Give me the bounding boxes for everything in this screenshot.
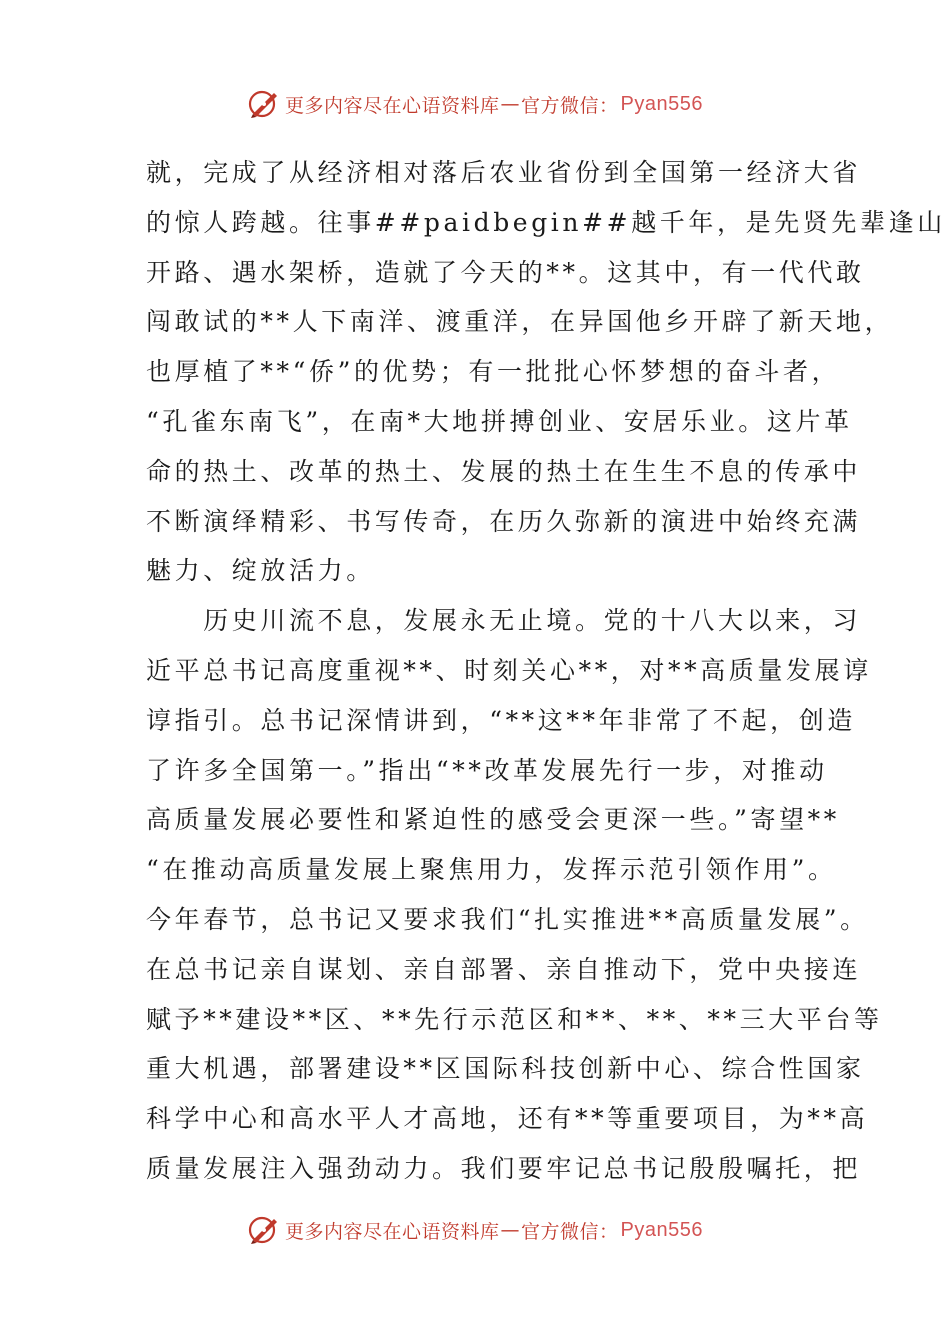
text-line: 就，完成了从经济相对落后农业省份到全国第一经济大省 (146, 158, 862, 187)
text-line: 的惊人跨越。往事##paidbegin##越千年，是先贤先辈逢山 (146, 207, 946, 237)
text-line: “孔雀东南飞”，在南*大地拼搏创业、安居乐业。这片革 (146, 406, 853, 436)
banner-wechat-handle: Pyan556 (620, 1218, 703, 1241)
banner-label: 官方微信： (521, 94, 619, 117)
banner-title: 更多内容尽在心语资料库 (285, 1220, 500, 1243)
text-line: 在总书记亲自谋划、亲自部署、亲自推动下，党中央接连 (146, 954, 862, 984)
text-line: 重大机遇，部署建设**区国际科技创新中心、综合性国家 (146, 1054, 865, 1084)
document-body (146, 148, 946, 1194)
banner-wechat-handle: Pyan556 (620, 92, 703, 115)
text-line: 今年春节，总书记又要求我们“扎实推进**高质量发展”。 (146, 904, 869, 934)
text-line: 闯敢试的**人下南洋、渡重洋，在异国他乡开辟了新天地， (146, 307, 894, 337)
text-line: 历史川流不息，发展永无止境。党的十八大以来，习 (146, 606, 862, 636)
text-line: 魅力、绽放活力。 (146, 556, 375, 586)
banner-title: 更多内容尽在心语资料库 (285, 94, 500, 117)
footer-watermark-banner (0, 1210, 950, 1250)
text-line: 质量发展注入强劲动力。我们要牢记总书记殷殷嘱托，把 (146, 1153, 862, 1183)
text-line: 近平总书记高度重视**、时刻关心**，对**高质量发展谆 (146, 655, 872, 685)
text-line: 开路、遇水架桥，造就了今天的**。这其中，有一代代敢 (146, 257, 865, 287)
banner-separator: — (500, 93, 521, 115)
banner-separator: — (500, 1219, 521, 1241)
text-line: 了许多全国第一。”指出“**改革发展先行一步，对推动 (146, 755, 828, 785)
pen-logo-icon (247, 87, 281, 121)
text-line: “在推动高质量发展上聚焦用力，发挥示范引领作用”。 (146, 855, 837, 885)
text-line: 科学中心和高水平人才高地，还有**等重要项目，为**高 (146, 1104, 869, 1134)
text-line: 高质量发展必要性和紧迫性的感受会更深一些。”寄望** (146, 805, 840, 835)
text-line: 不断演绎精彩、书写传奇，在历久弥新的演进中始终充满 (146, 506, 862, 536)
text-line: 谆指引。总书记深情讲到，“**这**年非常了不起，创造 (146, 705, 856, 735)
pen-logo-icon (247, 1213, 281, 1247)
banner-label: 官方微信： (521, 1220, 619, 1243)
text-line: 命的热土、改革的热土、发展的热土在生生不息的传承中 (146, 456, 862, 486)
header-watermark-banner (0, 84, 950, 124)
text-line: 也厚植了**“侨”的优势；有一批批心怀梦想的奋斗者， (146, 357, 841, 387)
text-line: 赋予**建设**区、**先行示范区和**、**、**三大平台等 (146, 1004, 883, 1034)
